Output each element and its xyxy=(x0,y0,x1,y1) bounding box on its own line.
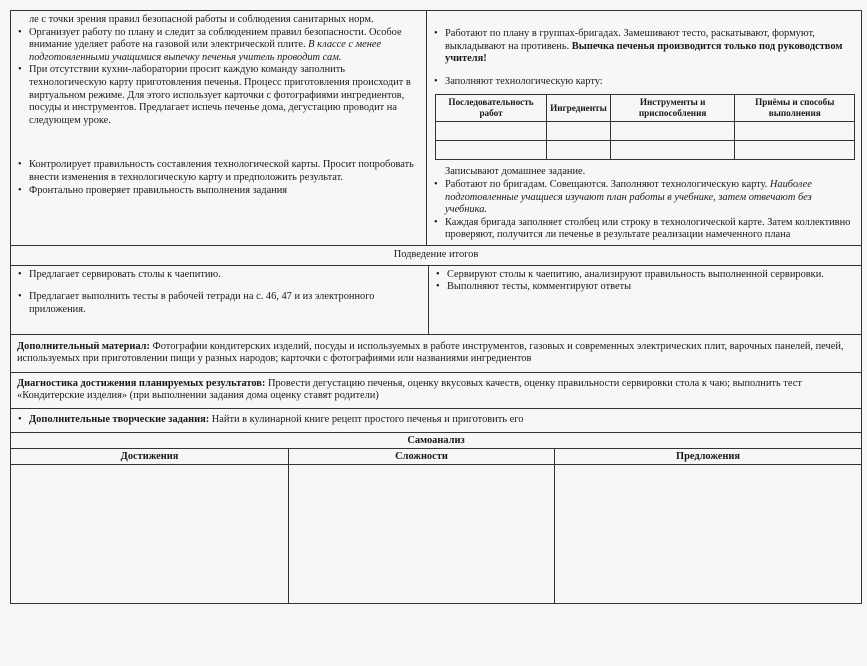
extra-material-row xyxy=(11,335,861,373)
student-item-serve: • Сервируют столы к чаепитию, анализируют правильность выполненной сервировки. xyxy=(435,269,855,282)
teacher-intro-text: ле с точки зрения правил безопасной работы и соблюдения санитарных норм. xyxy=(29,14,374,25)
self-analysis-section xyxy=(11,433,861,603)
student-tech-card-list xyxy=(433,76,855,89)
suggestions-header: Предложения xyxy=(555,449,861,465)
teacher-item-organize xyxy=(17,27,420,65)
self-analysis-achievements xyxy=(11,449,289,603)
activity-row xyxy=(11,11,861,246)
tech-card-row xyxy=(436,141,855,160)
suggestions-body xyxy=(555,465,861,603)
creative-item xyxy=(17,414,855,427)
teacher-item-virtual: • При отсутствии кухни-лаборатории просит каждую команду заполнить технологическую карту приготовления печенья. Процесс приготовления происходит в виртуальном режиме. Для этого использует карточки с фотографиями ингредиентов, посуды и инструментов. Предлагает испечь печенье дома, дегустацию проводит на следующем уроке. xyxy=(17,64,420,127)
achievements-header: Достижения xyxy=(11,449,288,465)
teacher-item-check: • Фронтально проверяет правильность выполнения задания xyxy=(17,185,420,198)
diagnostics-cell xyxy=(11,373,861,408)
student-item-tests: • Выполняют тесты, комментируют ответы xyxy=(435,281,855,294)
student-item-teams-italic: Наиболее подготовленные учащиеся изучают план работы в учебнике, затем отвечают без учебника. xyxy=(445,178,812,216)
self-analysis-title: Самоанализ xyxy=(11,433,861,449)
student-item-work-text: Работают по плану в группах-бригадах. Замешивают тесто, раскатывают, формуют, выкладывают на противень. xyxy=(445,28,815,52)
self-analysis-difficulties xyxy=(289,449,555,603)
student-item-teams-text: Работают по бригадам. Совещаются. Заполняют технологическую карту. xyxy=(445,178,770,190)
teacher-summary-cell xyxy=(11,266,429,334)
teacher-activity-list xyxy=(17,27,420,128)
student-summary-cell xyxy=(429,266,861,334)
summary-header: Подведение итогов xyxy=(393,248,479,260)
teacher-activity-cell xyxy=(11,11,427,245)
creative-cell xyxy=(11,409,861,432)
diagnostics-text: Провести дегустацию печенья, оценку вкусовых качеств, оценку правильности сервировки стола к чаю; выполнить тест «Кондитерские изделия» (при выполнении задания дома оценку ставят родители) xyxy=(17,377,802,402)
diagnostics-label: Диагностика достижения планируемых результатов: xyxy=(17,377,266,389)
student-item-teams xyxy=(433,179,855,217)
extra-material-label: Дополнительный материал: xyxy=(17,340,150,352)
teacher-item-organize-italic: В классе с менее подготовленными учащимися выпечку печенья учитель проводит сам. xyxy=(29,39,382,63)
achievements-body xyxy=(11,465,288,603)
self-analysis-suggestions xyxy=(555,449,861,603)
diagnostics-row xyxy=(11,373,861,409)
tech-card-header-ingredients: Ингредиенты xyxy=(547,95,611,122)
student-item-fill-card: • Каждая бригада заполняет столбец или строку в технологической карте. Затем коллективно проверяют, получится ли печенье в результате реализации намеченного плана xyxy=(433,217,855,242)
student-activity-list xyxy=(433,28,855,66)
student-activity-cell xyxy=(427,11,861,245)
student-summary-list xyxy=(435,269,855,294)
lesson-table xyxy=(10,10,862,604)
extra-material-text: Фотографии кондитерских изделий, посуды и используемых в работе инструментов, газовых и современных электрических плит, варочных панелей, печей, используемых при приготовлении пищи у разных народов; карточки с фотографиями или названиями ингредиентов xyxy=(17,340,844,365)
student-item-tech-card: • Заполняют технологическую карту: xyxy=(433,76,855,89)
creative-label: Дополнительные творческие задания: xyxy=(29,413,210,425)
teacher-summary-list xyxy=(17,269,422,317)
difficulties-body xyxy=(289,465,554,603)
student-item-work-bold: Выпечка печенья производится только под руководством учителя! xyxy=(445,40,843,65)
tech-card-row xyxy=(436,122,855,141)
tech-card-table xyxy=(435,94,855,160)
summary-row xyxy=(11,266,861,335)
difficulties-header: Сложности xyxy=(289,449,554,465)
creative-row xyxy=(11,409,861,433)
tech-card-header-sequence: Последовательность работ xyxy=(436,95,547,122)
summary-header-row xyxy=(11,246,861,266)
creative-text: Найти в кулинарной книге рецепт простого печенья и приготовить его xyxy=(209,413,524,425)
teacher-item-tests: • Предлагает выполнить тесты в рабочей тетради на с. 46, 47 и из электронного приложения. xyxy=(17,291,422,316)
student-item-work xyxy=(433,28,855,66)
tech-card-header-tools: Инструменты и приспособления xyxy=(610,95,735,122)
teacher-item-control: • Контролирует правильность составления технологической карты. Просит попробовать внести изменения в технологическую карту и предположить результат. xyxy=(17,159,420,184)
student-team-list xyxy=(433,179,855,242)
student-homework-text: Записывают домашнее задание. xyxy=(445,166,586,178)
teacher-item-serve: • Предлагает сервировать столы к чаепитию. xyxy=(17,269,422,282)
teacher-item-organize-text: Организует работу по плану и следит за соблюдением правил безопасности. Особое внимание уделяет работе на газовой или электрической плите. xyxy=(29,26,402,51)
extra-material-cell xyxy=(11,335,861,372)
self-analysis-columns xyxy=(11,449,861,603)
tech-card-header-methods: Приёмы и способы выполнения xyxy=(735,95,855,122)
tech-card-header-row xyxy=(436,95,855,122)
teacher-control-list xyxy=(17,159,420,197)
